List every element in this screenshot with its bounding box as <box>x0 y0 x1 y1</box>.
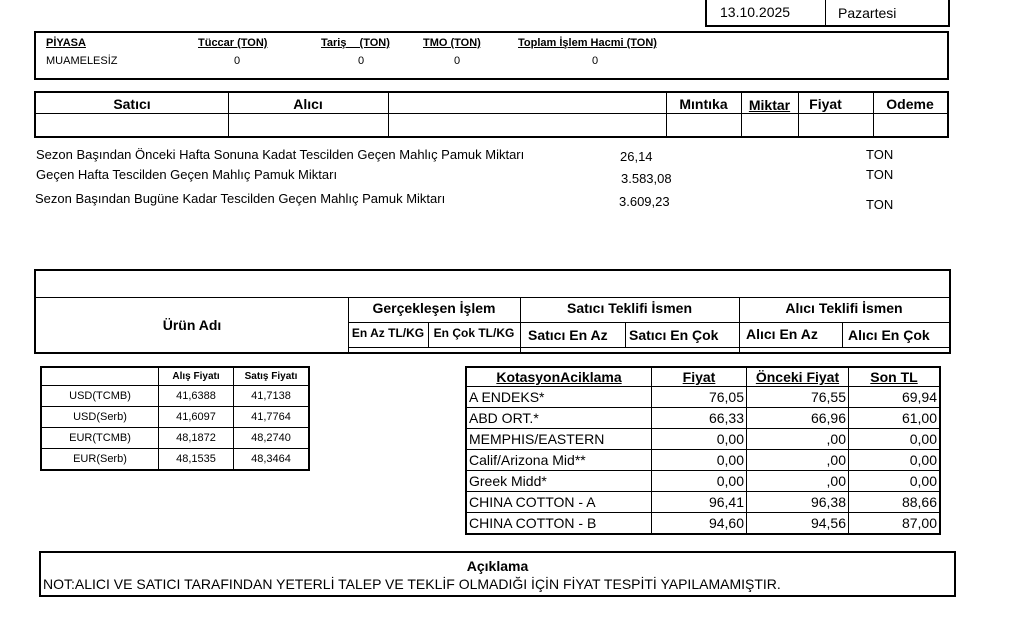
gerceklesen-header: Gerçekleşen İşlem <box>372 300 496 316</box>
currency-table <box>40 366 310 471</box>
table-row <box>41 386 309 407</box>
summary-value-3: 3.609,23 <box>619 194 670 209</box>
cotton-onceki: ,00 <box>747 471 849 492</box>
cotton-name: MEMPHIS/EASTERN <box>466 429 652 450</box>
cotton-onceki: 76,55 <box>747 387 849 408</box>
cotton-name: Calif/Arizona Mid** <box>466 450 652 471</box>
cotton-fiyat: 0,00 <box>652 471 747 492</box>
tmo-value: 0 <box>454 55 461 67</box>
note-text: NOT:ALICI VE SATICI TARAFINDAN YETERLİ TALEP VE TEKLİF OLMADIĞI İÇİN FİYAT TESPİTİ YAPILAMAMIŞTIR. <box>43 576 781 592</box>
piyasa-value: MUAMELESİZ <box>46 55 118 67</box>
table-row <box>466 408 940 429</box>
cotton-son: 61,00 <box>849 408 941 429</box>
cotton-name: A ENDEKS* <box>466 387 652 408</box>
satis-header: Satış Fiyatı <box>234 367 310 386</box>
trade-table <box>34 91 949 138</box>
cotton-onceki: 96,38 <box>747 492 849 513</box>
cotton-name: ABD ORT.* <box>466 408 652 429</box>
currency-alis: 41,6097 <box>159 407 234 428</box>
cotton-name: CHINA COTTON - A <box>466 492 652 513</box>
currency-alis: 48,1535 <box>159 449 234 471</box>
cotton-son: 69,94 <box>849 387 941 408</box>
satici-header: Satıcı <box>113 96 151 112</box>
table-row <box>41 449 309 471</box>
currency-satis: 41,7138 <box>234 386 310 407</box>
satici-en-az-header: Satıcı En Az <box>528 327 608 343</box>
summary-label-2: Geçen Hafta Tescilden Geçen Mahlıç Pamuk Miktarı <box>36 167 338 182</box>
table-row <box>466 450 940 471</box>
currency-name: EUR(Serb) <box>41 449 159 471</box>
summary-unit-2: TON <box>866 167 894 182</box>
summary-label-3: Sezon Başından Bugüne Kadar Tescilden Geçen Mahlıç Pamuk Miktarı <box>35 191 446 206</box>
urun-adi-header: Ürün Adı <box>162 317 222 333</box>
tuccar-value: 0 <box>234 55 241 67</box>
taris-value: 0 <box>358 55 365 67</box>
currency-satis: 48,2740 <box>234 428 310 449</box>
cotton-fiyat: 66,33 <box>652 408 747 429</box>
summary-unit-3: TON <box>866 197 894 212</box>
satici-en-cok-header: Satıcı En Çok <box>629 327 719 343</box>
cotton-son: 0,00 <box>849 450 941 471</box>
summary-unit-1: TON <box>866 147 894 162</box>
alici-teklifi-header: Alıcı Teklifi İsmen <box>785 300 903 316</box>
report-date: 13.10.2025 <box>720 4 791 20</box>
alici-en-cok-header: Alıcı En Çok <box>848 327 930 343</box>
aciklama-header: KotasyonAciklama <box>496 369 622 385</box>
cotton-name: Greek Midd* <box>466 471 652 492</box>
table-row <box>41 407 309 428</box>
currency-satis: 41,7764 <box>234 407 310 428</box>
currency-alis: 48,1872 <box>159 428 234 449</box>
tuccar-header: Tüccar (TON) <box>198 37 268 49</box>
satici-teklifi-header: Satıcı Teklifi İsmen <box>566 300 692 316</box>
currency-name: USD(Serb) <box>41 407 159 428</box>
onceki-fiyat-header: Önceki Fiyat <box>755 369 840 385</box>
currency-name: USD(TCMB) <box>41 386 159 407</box>
toplam-header: Toplam İşlem Hacmi (TON) <box>518 37 657 49</box>
cotton-fiyat: 76,05 <box>652 387 747 408</box>
summary-value-2: 3.583,08 <box>621 171 672 186</box>
cotton-fiyat: 96,41 <box>652 492 747 513</box>
market-summary-box <box>34 31 949 80</box>
cotton-onceki: ,00 <box>747 429 849 450</box>
en-cok-tl-header: En Çok TL/KG <box>433 326 515 340</box>
table-row <box>41 428 309 449</box>
piyasa-header: PİYASA <box>46 37 86 49</box>
cotton-onceki: ,00 <box>747 450 849 471</box>
en-az-tl-header: En Az TL/KG <box>351 326 425 340</box>
cotton-son: 87,00 <box>849 513 941 535</box>
product-price-table <box>34 269 951 354</box>
fiyat-header: Fiyat <box>682 369 716 385</box>
alis-header: Alış Fiyatı <box>159 367 234 386</box>
tmo-header: TMO (TON) <box>423 37 481 49</box>
cotton-onceki: 94,56 <box>747 513 849 535</box>
son-tl-header: Son TL <box>870 369 918 385</box>
cotton-fiyat: 94,60 <box>652 513 747 535</box>
currency-alis: 41,6388 <box>159 386 234 407</box>
table-row <box>466 471 940 492</box>
currency-satis: 48,3464 <box>234 449 310 471</box>
miktar-header: Miktar <box>748 97 791 113</box>
note-box <box>39 551 956 597</box>
taris-header: Tariş (TON) <box>321 37 390 49</box>
summary-value-1: 26,14 <box>620 149 653 164</box>
cotton-onceki: 66,96 <box>747 408 849 429</box>
alici-header: Alıcı <box>293 96 323 112</box>
cotton-quotation-table <box>465 366 941 535</box>
table-row <box>466 492 940 513</box>
table-row <box>466 387 940 408</box>
report-day: Pazartesi <box>838 5 897 21</box>
mintika-header: Mıntıka <box>679 96 728 112</box>
cotton-fiyat: 0,00 <box>652 429 747 450</box>
toplam-value: 0 <box>592 55 599 67</box>
cotton-name: CHINA COTTON - B <box>466 513 652 535</box>
currency-name: EUR(TCMB) <box>41 428 159 449</box>
table-row <box>466 429 940 450</box>
date-box <box>705 0 950 27</box>
table-row <box>466 513 940 535</box>
note-title: Açıklama <box>466 558 529 574</box>
cotton-fiyat: 0,00 <box>652 450 747 471</box>
alici-en-az-header: Alıcı En Az <box>746 326 818 342</box>
summary-label-1: Sezon Başından Önceki Hafta Sonuna Kadat Tescilden Geçen Mahlıç Pamuk Miktarı <box>36 147 525 162</box>
odeme-header: Odeme <box>886 96 934 112</box>
fiyat-header: Fiyat <box>809 96 842 112</box>
cotton-son: 0,00 <box>849 471 941 492</box>
cotton-son: 0,00 <box>849 429 941 450</box>
cotton-son: 88,66 <box>849 492 941 513</box>
